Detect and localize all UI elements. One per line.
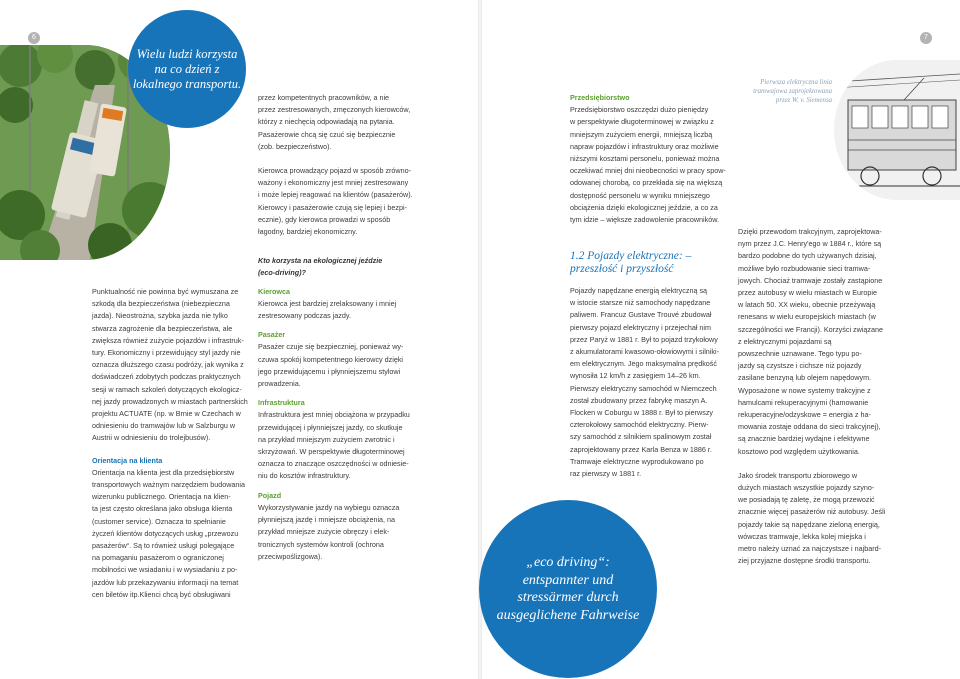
- historic-tram-sketch: [834, 60, 960, 200]
- page-number-right: 7: [920, 32, 932, 44]
- col1-heading-customer: Orientacja na klienta: [92, 455, 163, 465]
- col2-paragraph-vehicle: Wykorzystywanie jazdy na wybiegu oznacza płynniejszą jazdę i mniejsze obciążenia, na przykład mniejsze zużycie obręczy i elek- tronicznych systemów kontroli (ochrona przeciwpoślizgowa).: [258, 502, 400, 561]
- column-4: [738, 226, 888, 567]
- quote-left-text: Wielu ludzi korzysta na co dzień z lokalnego transportu.: [132, 46, 242, 91]
- column-3: [570, 92, 735, 226]
- col2-paragraph-passenger: Pasażer czuje się bezpieczniej, ponieważ wy- czuwa spokój kompetentnego kierowcy dzięki jego przewidującemu i płynniejszemu stylowi prowadzenia.: [258, 342, 404, 389]
- col3-heading-company: Przedsiębiorstwo: [570, 93, 630, 102]
- col2-paragraph-driver: Kierowca jest bardziej zrelaksowany i mniej zestresowany podczas jazdy.: [258, 298, 397, 321]
- col2-heading-vehicle: Pojazd: [258, 490, 282, 500]
- col2-paragraph-1: przez kompetentnych pracowników, a nie przez zestresowanych, zmęczonych kierowców, którzy z niechęcią odpowiadają na pytania. Pasażerowie chcą się czuć się bezpiecznie (zob. bezpieczeństwo).: [258, 93, 411, 151]
- col2-heading-driver: Kierowca: [258, 286, 290, 296]
- col1-paragraph-1: Punktualność nie powinna być wymuszana ze szkodą dla bezpieczeństwa (niebezpieczna jazda). Nieostrożna, szybka jazda nie tylko stwarza zagrożenie dla bezpieczeństwa, ale zwiększa również zużycie pojazdów i infrastruk- tury. Ekonomiczny i przewidujący styl jazdy nie oznacza dłuższego czasu podróży, jak wynika z doświadczeń zdobytych podczas praktycznych sesji w ramach szkoleń dotyczących ekologicz- nej jazdy prowadzonych w miastach partnerskich projektu ACTUATE (np. w Brnie w Czechach w odniesieniu do tramwajów lub w Salzburgu w Austrii w odniesieniu do trolejbusów).: [92, 287, 248, 443]
- col1-paragraph-2: Orientacja na klienta jest dla przedsiębiorstw transportowych ważnym narzędziem budowania wizerunku publicznego. Orientacja na klien- ta jest często określana jako obsługa klienta (customer service). Oznacza to spełnianie życzeń klientów dotyczących usług „przewozu pasażerów“. Są to również usługi polegające na pomaganiu pasażerom o ograniczonej mobilności we wsiadaniu i w wysiadaniu z po- jazdów lub przekazywaniu informacji na temat cen biletów itp.Klienci chcą być obsługiwani: [92, 467, 246, 599]
- col3-paragraph-history: Pojazdy napędzane energią elektryczną są w istocie starsze niż samochody napędzane paliwem. Francuz Gustave Trouvé zbudował pierwszy pojazd elektryczny i przejechał nim przez Paryż w 1881 r. Był to pojazd trzykołowy z akumulatorami kwasowo-ołowiowymi i silniki- em elektrycznym. Jego maksymalna prędkość wynosiła 12 km/h z zasięgiem 14–26 km. Pierwszy elektryczny samochód w Niemczech został zbudowany przez fabrykę maszyn A. Flocken w Coburgu w 1888 r. Był to pierwszy czterokołowy samochód elektryczny. Pierw- szy samochód z silnikiem spalinowym został zaprojektowany przez Karla Benza w 1886 r. Tramwaje elektryczne wyprodukowano po raz pierwszy w 1881 r.: [570, 286, 719, 479]
- page-number-left: 6: [28, 32, 40, 44]
- col2-heading-passenger: Pasażer: [258, 330, 286, 340]
- column-1: [92, 286, 252, 601]
- quote-circle-left: [128, 10, 246, 128]
- column-3-history: [570, 285, 735, 480]
- quote-right-text: „eco driving“: entspannter und stressärmer durch ausgeglichene Fahrweise: [496, 555, 640, 623]
- col2-paragraph-infrastructure: Infrastruktura jest mniej obciążona w przypadku przewidującej i płynniejszej jazdy, co skutkuje na przykład mniejszym zużyciem zwrotnic i skrzyżowań. W perspektywie długoterminowej oznacza to znaczące oszczędności w odniesie- niu do kosztów infrastruktury.: [258, 410, 410, 481]
- column-2: [258, 92, 428, 563]
- col2-paragraph-2: Kierowca prowadzący pojazd w sposób zrówno- ważony i ekonomiczny jest mniej zestresowany i może lepiej reagować na klientów (pasażerów). Kierowcy i pasażerowie czują się lepiej i bezpi- ecznie), gdy kierowca prowadzi w sposób łagodny, bardziej ekonomiczny.: [258, 166, 413, 237]
- col4-paragraph-1: Dzięki przewodom trakcyjnym, zaprojektowa- nym przez J.C. Henry'ego w 1884 r., które są bardzo podobne do tych używanych dzisiaj, możliwe było rozbudowanie sieci tramwa- jowych. Chociaż tramwaje zostały zastąpione przez autobusy w wielu miastach w Europie w latach 50. XX wieku, obecnie przeżywają renesans w wielu europejskich miastach (w szczególności we Francji). Korzyści związane z elektrycznymi pojazdami są powszechnie uznawane. Tego typu po- jazdy są czystsze i cichsze niż pojazdy zasilane benzyną lub olejem napędowym. Wyposażone w nowe systemy trakcyjne z hamulcami rekuperacyjnymi (hamowanie rekuperacyjne/odzyskowe = energia z ha- mowania zostaje oddana do sieci trakcyjnej), są znacznie bardziej wydajne i efektywne kosztowo pod względem użytkowania.: [738, 227, 883, 456]
- section-heading-electric-vehicles: 1.2 Pojazdy elektryczne: – przeszłość i przyszłość: [570, 250, 692, 275]
- col4-paragraph-2: Jako środek transportu zbiorowego w dużych miastach wszystkie pojazdy szyno- we posiadają tę zaletę, że mogą przewozić znacznie więcej pasażerów niż autobusy. Jeśli pojazdy takie są napędzane zieloną energią, wówczas tramwaje, lekka kolej miejska i metro należy uznać za najczystsze i najbard- ziej przyjazne dostępne środki transportu.: [738, 470, 886, 566]
- image-caption: Pierwsza elektryczna linia tramwajowa zaprojektowana przez W. v. Siemensa: [753, 79, 832, 104]
- col2-question: Kto korzysta na ekologicznej jeździe (eco-driving)?: [258, 256, 383, 278]
- quote-circle-right: [479, 500, 657, 678]
- col3-paragraph-company: Przedsiębiorstwo oszczędzi dużo pieniędzy w perspektywie długoterminowej w związku z mniejszym zużyciem energii, mniejszą liczbą napraw pojazdów i infrastruktury oraz możliwie niższymi kosztami personelu, ponieważ można oczekiwać mniej dni nieobecności w pracy spow- odowanej chorobą, co przekłada się na większą dostępność personelu w wyniku mniejszego obciążenia dzięki ekologicznej jeździe, a co za tym idzie – większe zadowolenie pracowników.: [570, 105, 726, 225]
- col2-heading-infrastructure: Infrastruktura: [258, 398, 305, 408]
